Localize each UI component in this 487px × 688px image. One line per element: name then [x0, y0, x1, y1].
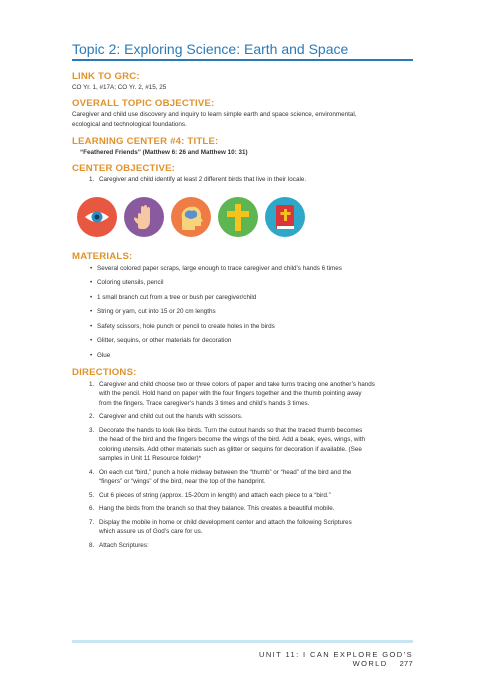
- list-item: 8. Attach Scriptures:: [89, 541, 149, 549]
- page-content: [72, 68, 417, 550]
- materials-heading: MATERIALS:: [72, 250, 133, 262]
- objective-text-line-1: Caregiver and child use discovery and inquiry to learn simple earth and space science, environmental,: [72, 111, 357, 118]
- list-item: • Glue: [90, 352, 111, 360]
- objective-heading: OVERALL TOPIC OBJECTIVE:: [72, 98, 215, 109]
- list-item: 1. Caregiver and child choose two or three colors of paper and take turns tracing one another’s hands with the pencil. Hold hand on paper with the four fingers together and the thumb pointing away from the fingers. Trace caregiver’s hands 3 times and child’s hands 3 times.: [89, 380, 375, 407]
- list-item: 5. Cut 6 pieces of string (approx. 15-20cm in length) and attach each piece to a “bird.”: [89, 491, 331, 499]
- list-item: • Glitter, sequins, or other materials for decoration: [90, 337, 232, 345]
- directions-heading: DIRECTIONS:: [72, 366, 137, 378]
- center-objective-list: [72, 175, 417, 185]
- bible-icon: [265, 197, 305, 237]
- learning-center-heading: LEARNING CENTER #4: TITLE:: [72, 136, 219, 147]
- head-icon: [171, 197, 211, 237]
- eye-icon: [77, 197, 117, 237]
- cross-icon: [218, 197, 258, 237]
- list-item: • Safety scissors, hole punch or pencil to create holes in the birds: [90, 322, 275, 330]
- page-number: 277: [399, 659, 413, 668]
- learning-center-title: “Feathered Friends” (Matthew 6: 26 and Matthew 10: 31): [80, 149, 248, 156]
- list-item: • Coloring utensils, pencil: [90, 279, 164, 287]
- objective-text-line-2: ecological and technological foundations.: [72, 121, 187, 128]
- icon-row: [77, 197, 417, 237]
- list-item: • String or yarn, cut into 15 or 20 cm lengths: [90, 308, 216, 316]
- footer-divider: [72, 640, 413, 643]
- list-item: 1. Caregiver and child identify at least 2 different birds that live in their locale.: [89, 176, 307, 183]
- footer-unit-title: UNIT 11: I CAN EXPLORE GOD’S WORLD: [259, 650, 413, 668]
- list-item: • 1 small branch cut from a tree or bush per caregiver/child: [90, 293, 257, 301]
- directions-list: [72, 380, 417, 551]
- title-divider: [72, 59, 413, 61]
- list-item: 7. Display the mobile in home or child development center and attach the following Scriptures which assure us of God’s care for us.: [89, 518, 352, 536]
- center-objective-heading: CENTER OBJECTIVE:: [72, 163, 176, 174]
- list-item: • Several colored paper scraps, large enough to trace caregiver and child’s hands 6 times: [90, 264, 342, 272]
- list-item: 4. On each cut “bird,” punch a hole midway between the “thumb” or “head” of the bird and the “fingers” or “wings” of the bird, near the top of the handprint.: [89, 468, 352, 486]
- link-heading: LINK TO GRC:: [72, 71, 140, 82]
- list-item: 2. Caregiver and child cut out the hands with scissors.: [89, 413, 243, 421]
- page-title: Topic 2: Exploring Science: Earth and Space: [72, 41, 349, 57]
- list-item: 3. Decorate the hands to look like birds. Turn the cutout hands so that the traced thumb becomes the head of the bird and the fingers become the wings of the bird. Add a beak, eyes, wings, with coloring utensils. Add other materials such as glitter or sequins for decoration if available. (See samples in Unit 11 Resource folder)*: [89, 426, 366, 463]
- page-footer: [200, 650, 413, 668]
- list-item: 6. Hang the birds from the branch so that they balance. This creates a beautiful mobile.: [89, 505, 335, 513]
- link-text: CO Yr. 1, #17A; CO Yr. 2, #15, 25: [72, 84, 167, 91]
- materials-list: [72, 264, 417, 361]
- hand-icon: [124, 197, 164, 237]
